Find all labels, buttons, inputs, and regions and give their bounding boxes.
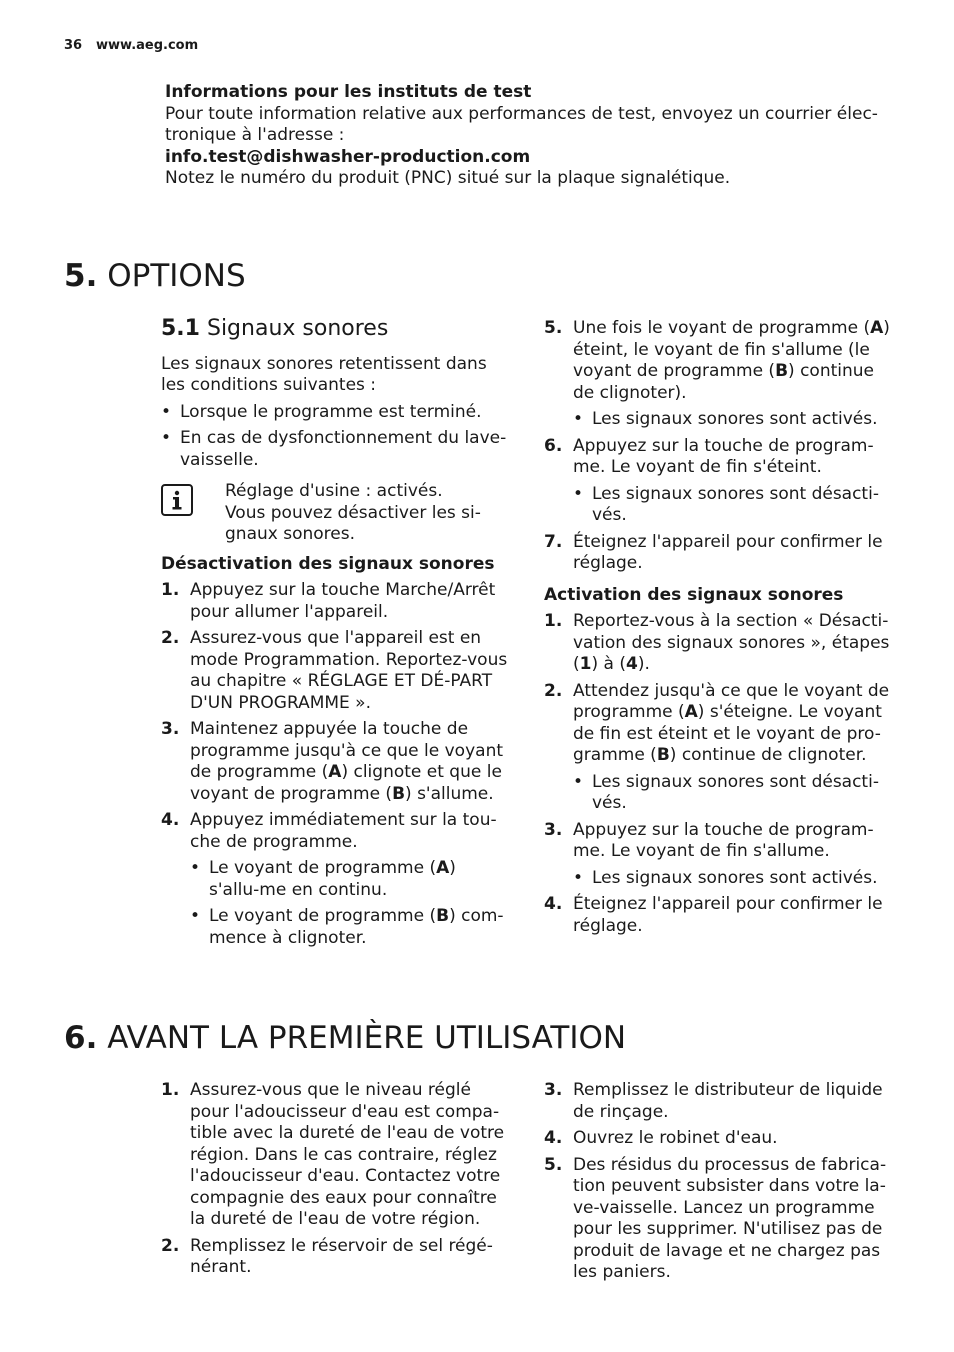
key-label: B xyxy=(775,361,789,381)
section-5-title: OPTIONS xyxy=(107,258,246,294)
step-text: Remplissez le distributeur de liquide de rinçage. xyxy=(573,1080,883,1122)
text-part: ) s'allume. xyxy=(405,783,494,804)
step-number: 1. xyxy=(161,580,180,600)
section-5-right-column xyxy=(544,318,892,942)
text-part: Le voyant de programme ( xyxy=(209,858,437,878)
test-info-email: info.test@dishwasher-production.com xyxy=(165,146,531,167)
key-label: B xyxy=(436,906,450,926)
bullet: • xyxy=(161,401,172,422)
step-item xyxy=(161,1236,511,1279)
step-number: 4. xyxy=(544,894,563,914)
step-number: 2. xyxy=(161,628,180,648)
bullet-text: En cas de dysfonctionnement du lave-vaisselle. xyxy=(180,428,507,470)
step-text: Éteignez l'appareil pour confirmer le réglage. xyxy=(573,531,883,573)
bullet-text: Les signaux sonores sont activés. xyxy=(592,409,878,429)
section-5-left-column xyxy=(161,318,511,954)
step-text xyxy=(573,611,889,674)
section-5-number: 5. xyxy=(64,258,98,294)
bullet-text: Les signaux sonores sont désacti-vés. xyxy=(592,771,879,813)
text-part: Une fois le voyant de programme ( xyxy=(573,318,871,338)
step-number: 5. xyxy=(544,318,563,338)
test-info-title: Informations pour les instituts de test xyxy=(165,82,532,102)
text-part: ) s'allu-me en continu. xyxy=(209,858,456,900)
step-item xyxy=(544,1080,892,1123)
step-item xyxy=(544,532,892,575)
section-6-right-column xyxy=(544,1080,892,1289)
list-item xyxy=(573,484,892,527)
note-text: Vous pouvez désactiver les si-gnaux sonores. xyxy=(225,502,481,544)
key-label: A xyxy=(870,318,884,338)
step-text: Des résidus du processus de fabrica-tion peuvent subsister dans votre la-ve-vaisselle. Lancez un programme pour les supprimer. N'utilisez pas de produit de lavage et ne chargez pas les paniers. xyxy=(573,1154,887,1282)
step-item xyxy=(544,820,892,863)
subsection-5-1-heading xyxy=(161,318,511,340)
step-item xyxy=(161,719,511,805)
list-item xyxy=(190,858,511,901)
subsection-title: Signaux sonores xyxy=(206,316,389,341)
text-part: Reportez-vous à la section « Désacti-vation des signaux sonores », étapes ( xyxy=(573,611,890,674)
step-number: 1. xyxy=(544,611,563,631)
bullet: • xyxy=(190,906,201,926)
step-item xyxy=(544,318,892,404)
section-6-heading xyxy=(64,1020,626,1056)
page-number: 36 xyxy=(64,38,83,53)
test-info-block xyxy=(165,82,885,190)
step-number: 5. xyxy=(544,1154,563,1175)
text-part: ) continue de clignoter. xyxy=(669,745,867,765)
list-item xyxy=(573,409,892,431)
key-label: A xyxy=(436,858,450,878)
list-item xyxy=(161,428,511,471)
test-info-text: Pour toute information relative aux performances de test, envoyez un courrier élec-tronique à l'adresse : xyxy=(165,103,878,145)
step-number: 4. xyxy=(544,1128,563,1148)
step-number: 3. xyxy=(544,1080,563,1100)
text-part: Maintenez appuyée la touche de programme jusqu'à ce que le voyant de programme ( xyxy=(190,719,504,782)
section-6-left-column xyxy=(161,1080,511,1284)
step-item xyxy=(161,628,511,714)
step-text: Assurez-vous que le niveau réglé pour l'adoucisseur d'eau est compa-tible avec la dureté de l'eau de votre région. Dans le cas contraire, réglez l'adoucisseur d'eau. Contactez votre compagnie des eaux pour connaître la dureté de l'eau de votre région. xyxy=(190,1080,505,1229)
step-item xyxy=(161,580,511,623)
key-label: A xyxy=(328,762,342,782)
header-url: www.aeg.com xyxy=(96,38,199,53)
list-item xyxy=(190,906,511,949)
text-part: ) com-mence à clignoter. xyxy=(209,906,504,948)
text-part: Attendez jusqu'à ce que le voyant de programme ( xyxy=(573,680,890,722)
step-number: 4. xyxy=(161,810,180,830)
bullet-text: Lorsque le programme est terminé. xyxy=(180,401,482,422)
text-part: ). xyxy=(637,654,650,674)
step-number: 3. xyxy=(161,719,180,739)
step-number: 1. xyxy=(161,1080,180,1100)
step-text: Ouvrez le robinet d'eau. xyxy=(573,1128,778,1148)
list-item xyxy=(573,868,892,890)
step-ref: 4 xyxy=(625,654,638,674)
list-item xyxy=(161,402,511,424)
step-text: Assurez-vous que l'appareil est en mode Programmation. Reportez-vous au chapitre « RÉGLAGE ET DÉ-PART D'UN PROGRAMME ». xyxy=(190,628,508,713)
step-text: Appuyez sur la touche de program-me. Le voyant de fin s'allume. xyxy=(573,819,874,861)
text-part: ) clignote et que le voyant de programme ( xyxy=(190,762,502,804)
bullet: • xyxy=(573,771,584,792)
step-item xyxy=(544,1128,892,1150)
deactivation-heading: Désactivation des signaux sonores xyxy=(161,553,495,574)
step-item xyxy=(544,611,892,676)
info-icon xyxy=(161,484,193,516)
text-part: Le voyant de programme ( xyxy=(209,906,437,926)
bullet-text: Les signaux sonores sont activés. xyxy=(592,867,878,888)
step-ref: 1 xyxy=(579,654,592,674)
step-text: Appuyez sur la touche Marche/Arrêt pour allumer l'appareil. xyxy=(190,580,496,622)
step-item xyxy=(161,1080,511,1231)
section-6-title: AVANT LA PREMIÈRE UTILISATION xyxy=(107,1020,627,1056)
bullet: • xyxy=(190,858,201,878)
bullet: • xyxy=(573,867,584,888)
test-info-pnc-note: Notez le numéro du produit (PNC) situé sur la plaque signalétique. xyxy=(165,168,731,188)
step-item xyxy=(544,1155,892,1284)
step-text: Remplissez le réservoir de sel régé-nérant. xyxy=(190,1235,493,1277)
bullet: • xyxy=(573,483,584,504)
key-label: B xyxy=(656,745,670,765)
text-part: ) continue de clignoter). xyxy=(573,361,874,403)
list-item xyxy=(573,772,892,815)
step-text xyxy=(573,318,890,403)
step-number: 3. xyxy=(544,819,563,840)
step-number: 6. xyxy=(544,435,563,456)
activation-heading: Activation des signaux sonores xyxy=(544,584,844,605)
info-note xyxy=(161,481,511,546)
subsection-number: 5.1 xyxy=(161,316,200,341)
step-text xyxy=(573,681,889,766)
section-6-number: 6. xyxy=(64,1020,98,1056)
step-text xyxy=(190,719,503,804)
step-number: 2. xyxy=(161,1235,180,1256)
step-text: Éteignez l'appareil pour confirmer le réglage. xyxy=(573,894,883,936)
step-text: Appuyez sur la touche de program-me. Le voyant de fin s'éteint. xyxy=(573,435,874,477)
note-text: Réglage d'usine : activés. xyxy=(225,481,443,501)
key-label: A xyxy=(684,702,698,722)
intro-text: Les signaux sonores retentissent dans les conditions suivantes : xyxy=(161,353,487,395)
bullet: • xyxy=(573,409,584,429)
bullet: • xyxy=(161,428,172,448)
text-part: ) à ( xyxy=(591,654,626,674)
step-item xyxy=(544,681,892,767)
text-part: ) s'éteigne. Le voyant de fin est éteint et le voyant de pro-gramme ( xyxy=(573,702,882,765)
step-number: 2. xyxy=(544,680,563,701)
step-number: 7. xyxy=(544,531,563,552)
step-item xyxy=(544,436,892,479)
step-item xyxy=(161,810,511,853)
bullet-text: Les signaux sonores sont désacti-vés. xyxy=(592,483,879,525)
step-text: Appuyez immédiatement sur la tou-che de programme. xyxy=(190,810,497,852)
key-label: B xyxy=(392,783,406,804)
step-item xyxy=(544,894,892,937)
text-part: ) éteint, le voyant de fin s'allume (le voyant de programme ( xyxy=(573,318,890,381)
section-5-heading xyxy=(64,258,246,294)
